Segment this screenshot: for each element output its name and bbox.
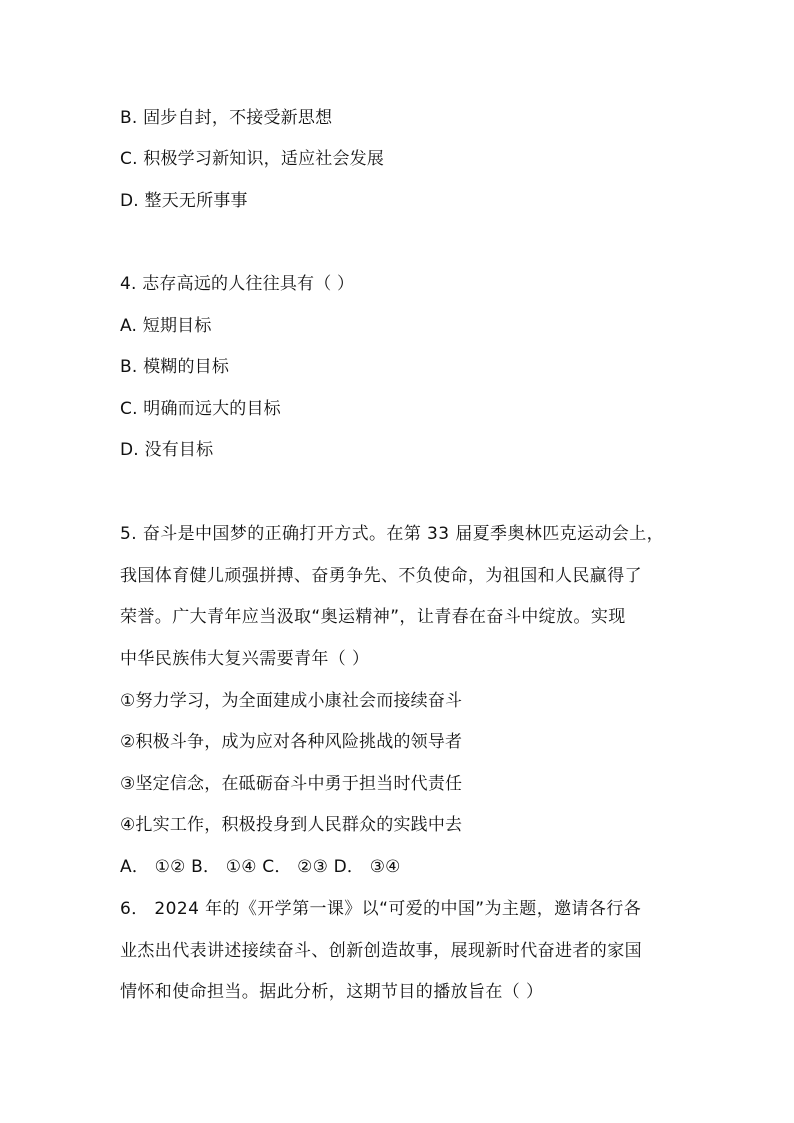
q5-statement-3: ③坚定信念，在砥砺奋斗中勇于担当时代责任: [120, 774, 463, 794]
q6-stem-line-2: 业杰出代表讲述接续奋斗、创新创造故事，展现新时代奋进者的家国: [120, 941, 642, 961]
q4-option-b: B. 模糊的目标: [120, 357, 230, 377]
q3-option-c: C. 积极学习新知识，适应社会发展: [120, 149, 385, 169]
q5-statement-4: ④扎实工作，积极投身到人民群众的实践中去: [120, 815, 463, 835]
q5-stem-line-1: 5. 奋斗是中国梦的正确打开方式。在第 33 届夏季奥林匹克运动会上，: [120, 524, 665, 544]
q6-stem-line-3: 情怀和使命担当。据此分析，这期节目的播放旨在（ ）: [120, 982, 544, 1002]
q5-choices: A． ①② B． ①④ C． ②③ D． ③④: [120, 857, 401, 877]
q4-stem: 4. 志存高远的人往往具有（ ）: [120, 274, 355, 294]
q4-option-c: C. 明确而远大的目标: [120, 399, 281, 419]
q5-stem-line-2: 我国体育健儿顽强拼搏、奋勇争先、不负使命，为祖国和人民赢得了: [120, 566, 642, 586]
q5-stem-line-4: 中华民族伟大复兴需要青年（ ）: [120, 649, 370, 669]
q3-option-d: D. 整天无所事事: [120, 191, 248, 211]
q6-stem-line-1: 6． 2024 年的《开学第一课》以“可爱的中国”为主题，邀请各行各: [120, 899, 642, 919]
q5-stem-line-3: 荣誉。广大青年应当汲取“奥运精神”，让青春在奋斗中绽放。实现: [120, 607, 626, 627]
q5-statement-1: ①努力学习，为全面建成小康社会而接续奋斗: [120, 691, 463, 711]
q5-statement-2: ②积极斗争，成为应对各种风险挑战的领导者: [120, 732, 463, 752]
q3-option-b: B. 固步自封，不接受新思想: [120, 108, 333, 128]
q4-option-a: A. 短期目标: [120, 316, 212, 336]
q4-option-d: D. 没有目标: [120, 440, 214, 460]
